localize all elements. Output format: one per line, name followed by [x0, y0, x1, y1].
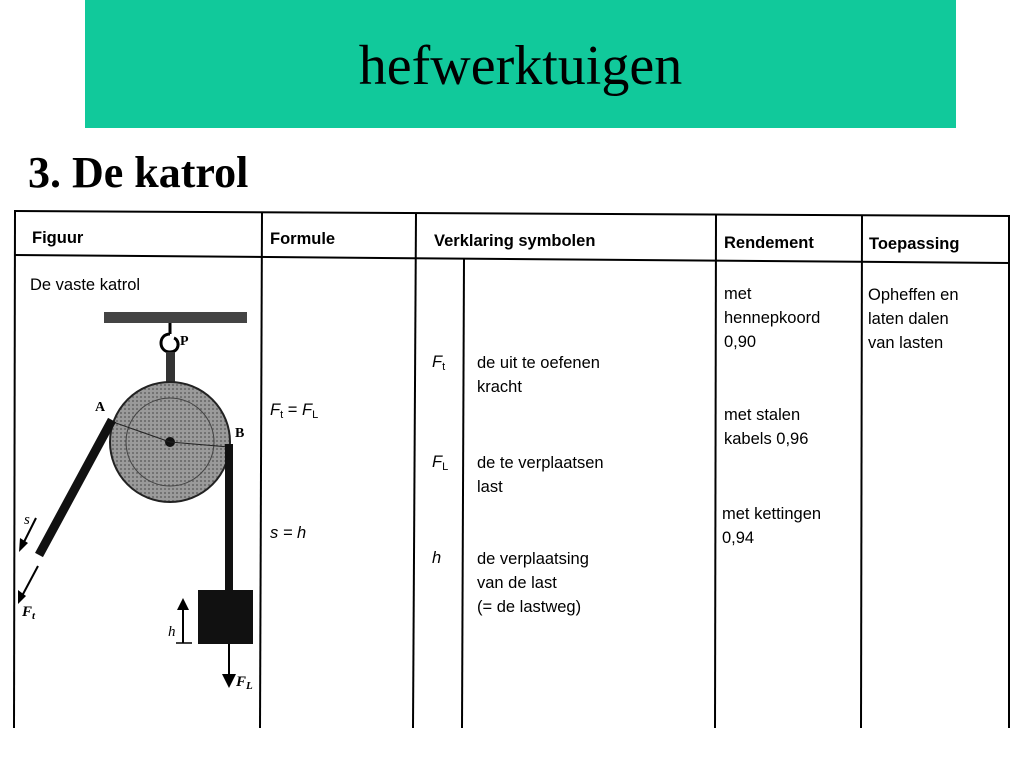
toepassing-line-3: van lasten	[868, 334, 944, 352]
symbol-ft: $F_t$	[432, 353, 446, 373]
symbol-ft-desc-1: de uit te oefenen	[477, 354, 600, 372]
symbol-fl: $F_L$	[432, 453, 449, 473]
symbol-fl-desc-1: de te verplaatsen	[477, 454, 604, 472]
symbol-h-desc-1: de verplaatsing	[477, 550, 589, 568]
hook-icon	[161, 323, 178, 352]
formula-force: $F_t = F_L$	[270, 401, 319, 421]
rendement-hennep-2: hennepkoord	[724, 309, 821, 327]
header-formule: Formule	[270, 230, 336, 248]
rendement-kettingen-2: 0,94	[722, 529, 755, 547]
rendement-hennep-3: 0,90	[724, 333, 757, 351]
toepassing-line-1: Opheffen en	[868, 286, 959, 304]
rendement-hennep-1: met	[724, 285, 752, 303]
symbol-h-desc-3: (= de lastweg)	[477, 598, 582, 616]
ceiling-beam	[104, 312, 247, 323]
h-arrow	[177, 598, 189, 610]
force-arrow-fl	[222, 674, 236, 688]
header-toepassing: Toepassing	[869, 235, 960, 253]
symbol-h-desc-2: van de last	[477, 574, 557, 592]
toepassing-line-2: laten dalen	[868, 310, 949, 328]
label-p: P	[180, 334, 189, 349]
header-verklaring: Verklaring symbolen	[434, 232, 596, 250]
symbol-ft-desc-2: kracht	[477, 378, 522, 396]
label-a: A	[95, 400, 106, 415]
slide-title: hefwerktuigen	[358, 35, 683, 97]
label-b: B	[235, 426, 245, 441]
symbol-fl-desc-2: last	[477, 478, 503, 496]
label-fl: $F_L$	[236, 674, 253, 692]
header-figuur: Figuur	[32, 229, 84, 247]
s-arrow	[19, 538, 28, 552]
rendement-stalen-2: kabels 0,96	[724, 430, 809, 448]
symbol-h: h	[432, 549, 442, 567]
section-heading: 3. De katrol	[28, 148, 249, 197]
formula-distance: s = h	[270, 524, 307, 542]
label-ft: $F_t$	[22, 604, 36, 622]
rope-left	[39, 420, 112, 555]
pulley-figure	[0, 270, 260, 740]
load-block	[198, 590, 253, 644]
figure-caption: De vaste katrol	[30, 276, 141, 294]
label-s: s	[24, 512, 30, 528]
title-banner	[85, 0, 956, 128]
label-h: h	[168, 624, 176, 640]
rendement-kettingen-1: met kettingen	[722, 505, 822, 523]
header-rendement: Rendement	[724, 234, 814, 252]
rendement-stalen-1: met stalen	[724, 406, 801, 424]
